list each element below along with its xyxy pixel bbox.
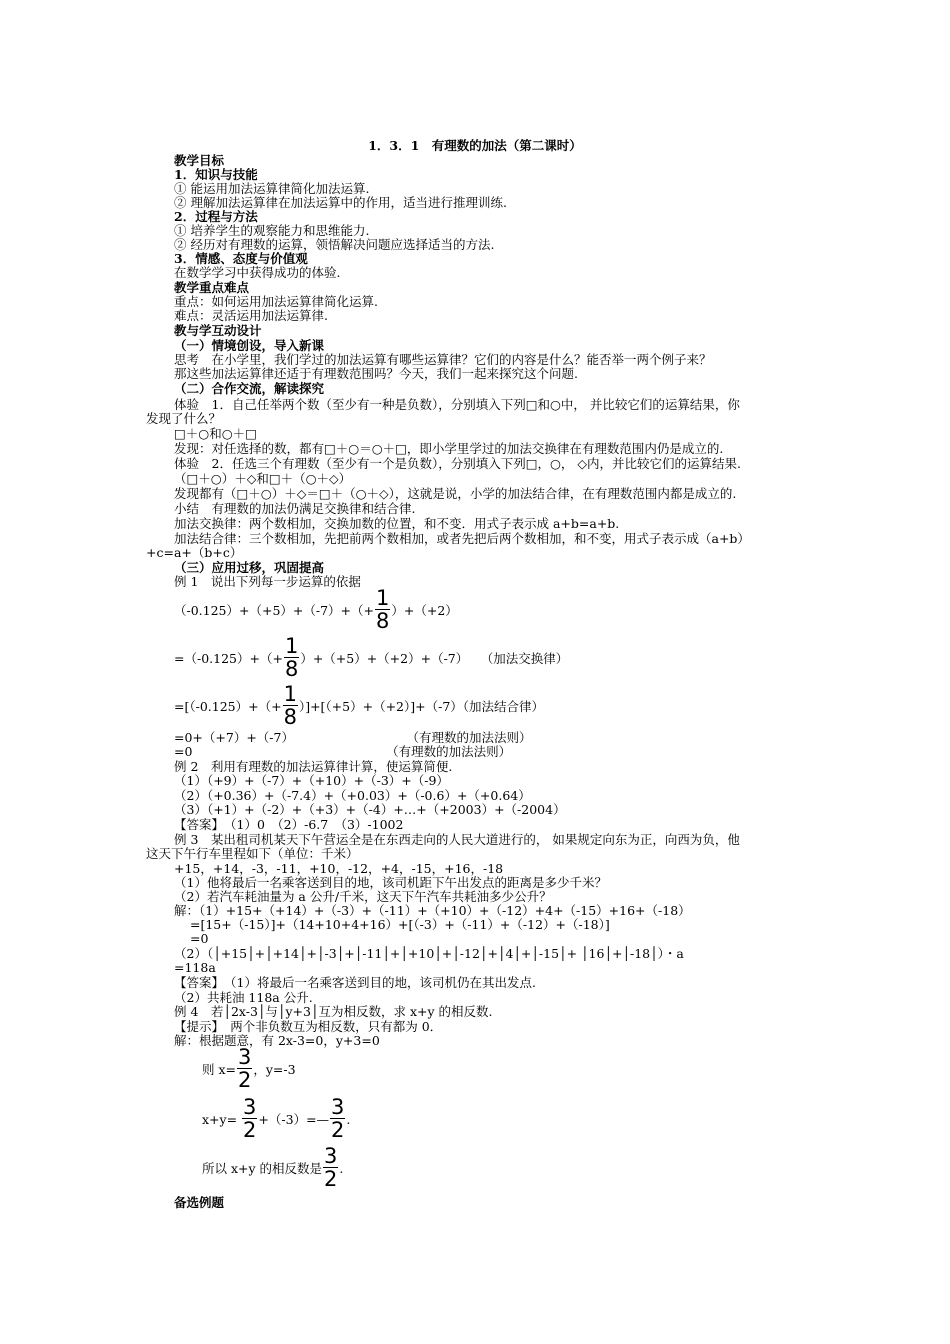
- example-2-answer: 【答案】 （1）0 （2）-6.7 （3）-1002: [174, 817, 404, 832]
- example-1-step-4: =0+（+7）+（-7） （有理数的加法法则）: [174, 730, 532, 745]
- fraction-denominator: 8: [284, 657, 299, 681]
- section-2-line: +c=a+（b+c）: [146, 545, 243, 560]
- emotion-item-1: 在数学学习中获得成功的体验.: [174, 265, 341, 280]
- step-text: =（-0.125）+（+: [174, 651, 283, 666]
- section-2-line: □＋○和○＋□: [174, 426, 257, 441]
- fraction-denominator: 2: [324, 1167, 338, 1191]
- knowledge-item-1: ① 能运用加法运算律简化加法运算.: [174, 181, 370, 196]
- section-2-heading: （二）合作交流，解读探究: [174, 381, 325, 396]
- example-3-line: 例 3 某出租司机某天下午营运全是在东西走向的人民大道进行的， 如果规定向东为正，向西为负，他: [174, 832, 740, 847]
- section-2-line: 体验 2．任选三个有理数（至少有一个是负数），分别填入下列□，○， ◇内，并比较它们的运算结果.: [174, 456, 741, 471]
- section-2-line: 加法交换律：两个数相加，交换加数的位置，和不变．用式子表示成 a+b=a+b.: [174, 516, 620, 531]
- fraction-three-halves: [330, 1096, 345, 1141]
- example-4-step-result: [202, 1146, 343, 1192]
- section-2-line: 体验 1．自己任举两个数（至少有一种是负数），分别填入下列□和○中， 并比较它们的运算结果，你: [174, 397, 740, 412]
- example-1-title: 例 1 说出下列每一步运算的依据: [174, 574, 361, 589]
- example-1-step-5: =0 （有理数的加法法则）: [174, 744, 512, 759]
- section-1-line: 思考 在小学里，我们学过的加法运算有哪些运算律？它们的内容是什么？能否举一两个例子来？: [174, 352, 712, 367]
- example-3-line: +15，+14，-3，-11，+10，-12，+4，-15，+16，-18: [174, 861, 504, 876]
- example-2-question-1: （1）（+9）+（-7）+（+10）+（-3）+（-9）: [174, 773, 449, 788]
- step-text: ）]+[（+5）+（+2）]+（-7）（加法结合律）: [298, 699, 545, 714]
- process-item-1: ① 培养学生的观察能力和思维能力.: [174, 223, 370, 238]
- step-text: 则 x=: [202, 1062, 236, 1077]
- fraction-numerator: 1: [284, 634, 299, 658]
- section-1-line: 那这些加法运算律还适于有理数范围吗？今天，我们一起来探究这个问题.: [174, 366, 578, 381]
- fraction-one-eighth: [283, 683, 298, 728]
- example-3-line: （1）他将最后一名乘客送到目的地，该司机距下午出发点的距离是多少千米？: [174, 875, 607, 890]
- fraction-numerator: 3: [331, 1095, 345, 1119]
- step-text: ）+（+5）+（+2）+（-7） （加法交换律）: [300, 651, 569, 666]
- step-text: 所以 x+y 的相反数是: [202, 1161, 323, 1176]
- section-3-heading: （三）应用过移，巩固提高: [174, 560, 325, 575]
- section-1-heading: （一）情境创设，导入新课: [174, 338, 325, 353]
- step-text: ，y=-3: [253, 1062, 296, 1077]
- emotion-heading: 3．情感、态度与价值观: [174, 251, 308, 266]
- fraction-three-halves: [323, 1145, 338, 1190]
- section-2-line: （□＋○）＋◇和□＋（○＋◇）: [174, 471, 352, 486]
- fraction-three-halves: [237, 1046, 252, 1091]
- knowledge-item-2: ② 理解加法运算律在加法运算中的作用，适当进行推理训练.: [174, 195, 507, 210]
- keypoints-heading: 教学重点难点: [174, 280, 250, 295]
- example-2-question-3: （3）（+1）+（-2）+（+3）+（-4）+…+（+2003）+（-2004）: [174, 802, 566, 817]
- example-3-line: 这天下午行车里程如下（单位：千米）: [146, 846, 359, 861]
- fraction-one-eighth: [375, 587, 390, 632]
- fraction-denominator: 2: [243, 1118, 257, 1142]
- fraction-one-eighth: [284, 635, 299, 680]
- fraction-denominator: 2: [238, 1068, 252, 1092]
- extra-examples-heading: 备选例题: [174, 1195, 225, 1210]
- step-text: （-0.125）+（+5）+（-7）+（+: [174, 603, 375, 618]
- fraction-numerator: 1: [376, 586, 390, 610]
- fraction-numerator: 3: [324, 1144, 338, 1168]
- section-2-line: 加法结合律：三个数相加，先把前两个数相加，或者先把后两个数相加，和不变，用式子表示成（a+b）: [174, 531, 750, 546]
- example-3-answer: 【答案】 （1）将最后一名乘客送到目的地，该司机仍在其出发点.: [174, 975, 536, 990]
- fraction-numerator: 3: [238, 1045, 252, 1069]
- keypoint-key: 重点：如何运用加法运算律简化运算.: [174, 294, 378, 309]
- knowledge-heading: 1．知识与技能: [174, 167, 258, 182]
- fraction-three-halves: [242, 1096, 257, 1141]
- example-4-step-x: [202, 1047, 296, 1093]
- step-text: .: [339, 1161, 344, 1176]
- process-heading: 2．过程与方法: [174, 209, 258, 224]
- process-item-2: ② 经历对有理数的运算，领悟解决问题应选择适当的方法.: [174, 237, 495, 252]
- example-2-question-2: （2）（+0.36）+（-7.4）+（+0.03）+（-0.6）+（+0.64）: [174, 788, 531, 803]
- section-2-line: 发现都有（□＋○）＋◇＝□＋（○＋◇），这就是说，小学的加法结合律，在有理数范围内都是成立的.: [174, 486, 737, 501]
- step-text: x+y=: [202, 1112, 238, 1127]
- example-1-step-2: [174, 636, 568, 682]
- example-2-title: 例 2 利用有理数的加法运算律计算，使运算简便.: [174, 759, 453, 774]
- example-1-step-3: [174, 684, 544, 730]
- step-text: .: [346, 1112, 351, 1127]
- fraction-denominator: 2: [331, 1118, 345, 1142]
- example-4-title: 例 4 若│2x-3│与│y+3│互为相反数，求 x+y 的相反数.: [174, 1004, 493, 1019]
- section-2-line: 小结 有理数的加法仍满足交换律和结合律.: [174, 501, 416, 516]
- fraction-denominator: 8: [376, 609, 390, 633]
- example-3-solution: =118a: [174, 960, 216, 975]
- example-3-answer: （2）共耗油 118a 公升.: [174, 990, 313, 1005]
- design-heading: 教与学互动设计: [174, 323, 262, 338]
- example-1-step-1: [174, 588, 458, 634]
- step-text: +（-3）=—: [258, 1112, 330, 1127]
- fraction-numerator: 3: [243, 1095, 257, 1119]
- fraction-denominator: 8: [283, 705, 297, 729]
- goals-heading: 教学目标: [174, 153, 225, 168]
- page-title: 1．3．1 有理数的加法（第二课时）: [368, 138, 582, 153]
- example-3-line: （2）若汽车耗油量为 a 公升/千米，这天下午汽车共耗油多少公升？: [174, 889, 552, 904]
- keypoint-difficult: 难点：灵活运用加法运算律.: [174, 308, 328, 323]
- section-2-line: 发现了什么？: [146, 411, 222, 426]
- example-4-step-sum: [202, 1097, 350, 1143]
- section-2-line: 发现：对任选择的数，都有□＋○＝○＋□，即小学里学过的加法交换律在有理数范围内仍是成立的.: [174, 441, 724, 456]
- example-3-solution: （2）（│+15│+│+14│+│-3│+│-11│+│+10│+│-12│+│4│+│-15│+ │16│+│-18│）・a: [174, 946, 684, 961]
- example-3-solution: =[15+（-15）]+（14+10+4+16）+[（-3）+（-11）+（-12）+（-18）]: [190, 917, 610, 932]
- step-text: ）+（+2）: [391, 603, 458, 618]
- example-4-solution: 解：根据题意，有 2x-3=0，y+3=0: [174, 1033, 380, 1048]
- step-text: =[（-0.125）+（+: [174, 699, 282, 714]
- example-3-solution: 解：（1）+15+（+14）+（-3）+（-11）+（+10）+（-12）+4+（-15）+16+（-18）: [174, 903, 691, 918]
- example-4-hint: 【提示】 两个非负数互为相反数，只有都为 0．: [174, 1019, 443, 1034]
- example-3-solution: =0: [190, 931, 209, 946]
- fraction-numerator: 1: [283, 682, 297, 706]
